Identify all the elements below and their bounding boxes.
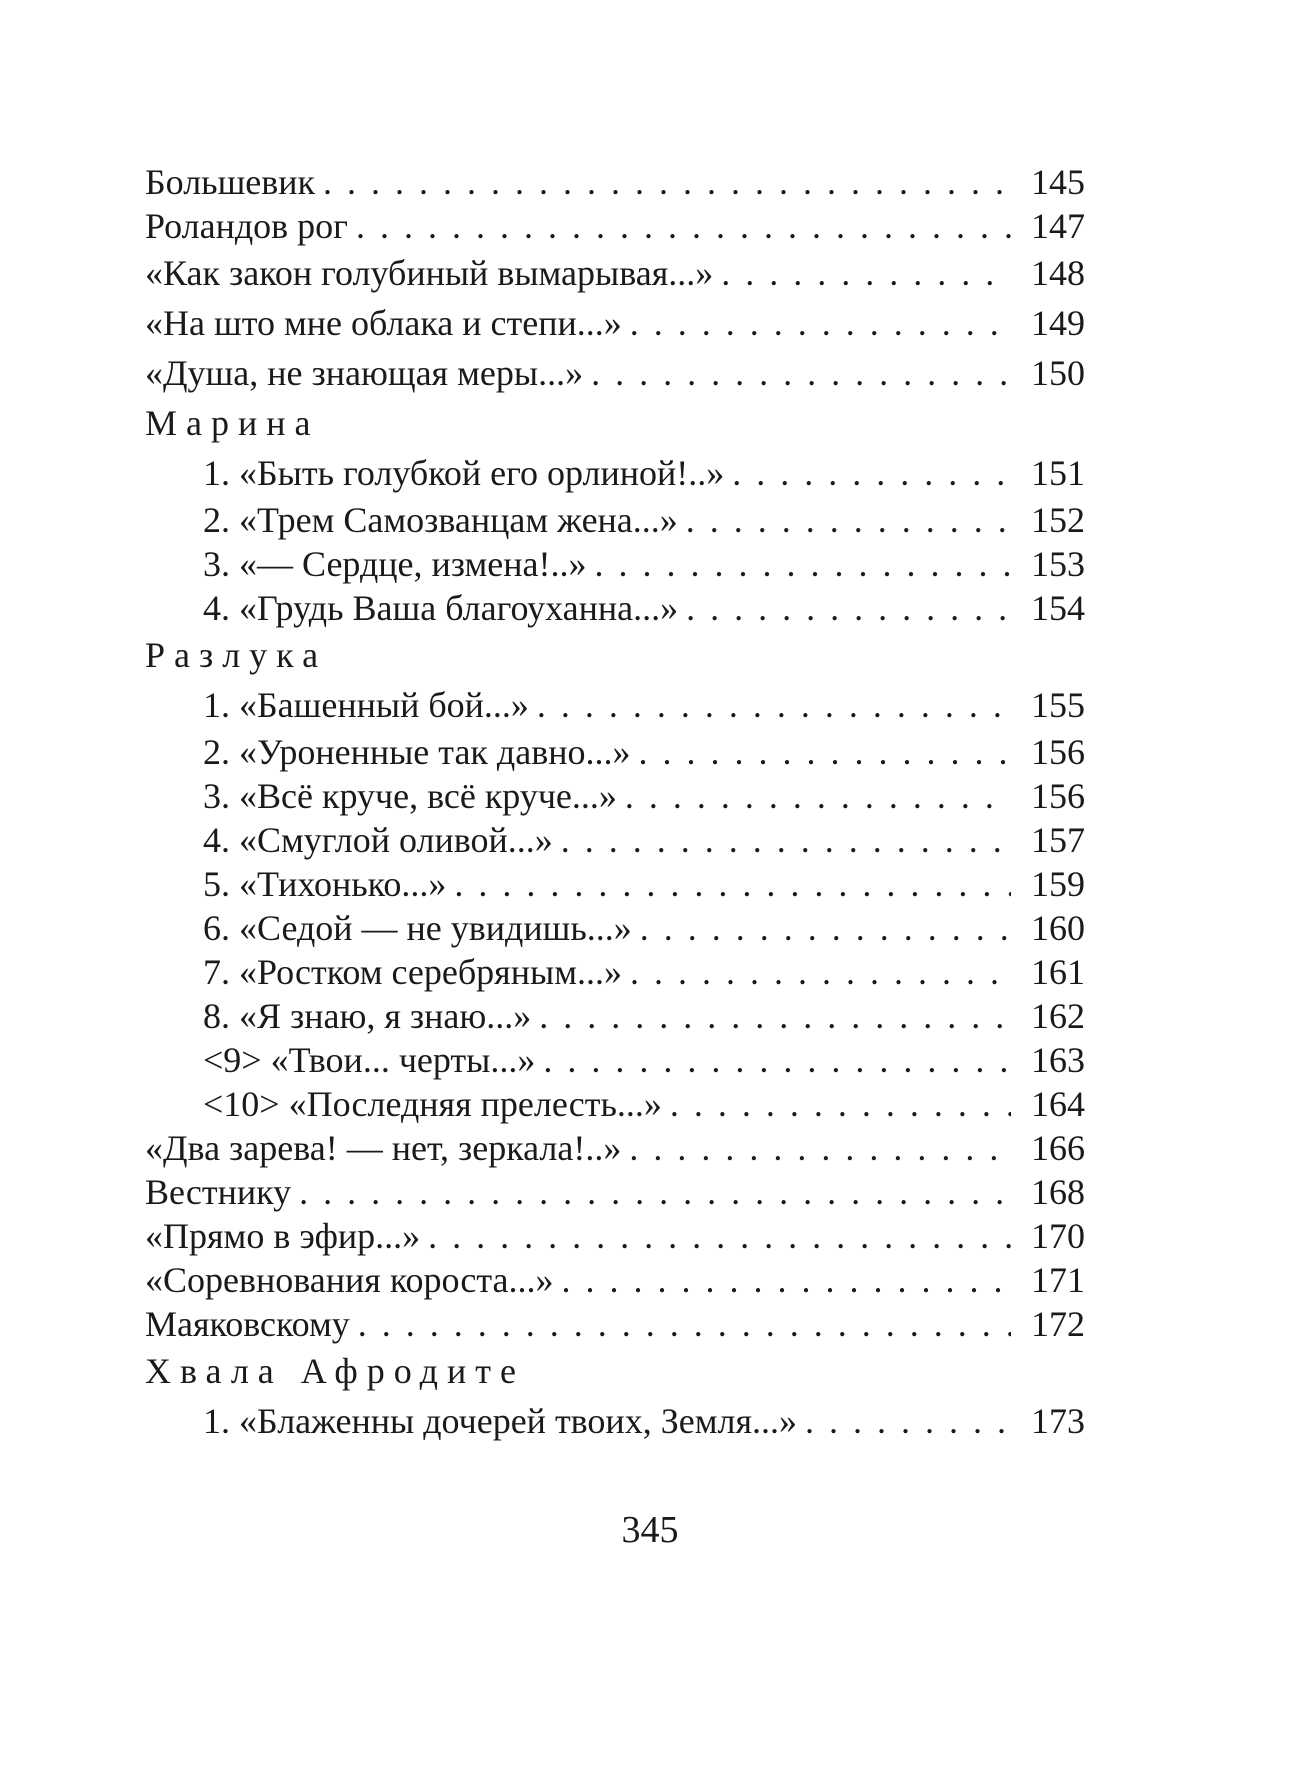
toc-entry xyxy=(145,1038,1085,1082)
dot-leader xyxy=(640,906,1011,950)
toc-entry-title: <9> «Твои... черты...» xyxy=(203,1040,536,1080)
toc-section-heading: Хвала Афродите xyxy=(145,1351,525,1391)
toc-entry-title: 6. «Седой — не увидишь...» xyxy=(203,908,632,948)
toc-entry xyxy=(145,862,1085,906)
toc-entry-page: 149 xyxy=(1031,303,1085,343)
toc-entry-page: 150 xyxy=(1031,353,1085,393)
toc-entry-title: 3. «Всё круче, всё круче...» xyxy=(203,776,617,816)
toc-entry xyxy=(145,298,1085,348)
toc-entry-title: 1. «Быть голубкой его орлиной!..» xyxy=(203,453,725,493)
toc-entry-title: 2. «Уроненные так давно...» xyxy=(203,732,631,772)
toc-entry xyxy=(145,1082,1085,1126)
dot-leader xyxy=(591,348,1011,398)
toc-entry-title: 1. «Блаженны дочерей твоих, Земля...» xyxy=(203,1401,798,1441)
toc-entry-title: «Душа, не знающая меры...» xyxy=(145,353,584,393)
toc-entry-title: «Соревнования короста...» xyxy=(145,1260,554,1300)
toc-entry xyxy=(145,204,1085,248)
toc-entry xyxy=(145,994,1085,1038)
toc-entry xyxy=(145,730,1085,774)
toc-entry-title: Роландов рог xyxy=(145,206,348,246)
toc-entry-title: Маяковскому xyxy=(145,1304,350,1344)
toc-entry-page: 145 xyxy=(1031,162,1085,202)
toc-entry-page: 153 xyxy=(1031,544,1085,584)
toc-entry xyxy=(145,348,1085,398)
toc-entry-title: Большевик xyxy=(145,162,316,202)
toc-entry xyxy=(145,774,1085,818)
toc-entry-title: 4. «Грудь Ваша благоуханна...» xyxy=(203,588,679,628)
dot-leader xyxy=(638,730,1011,774)
toc-entry-page: 159 xyxy=(1031,864,1085,904)
toc-entry-title: «Как закон голубиный вымарывая...» xyxy=(145,253,714,293)
toc-entry xyxy=(145,1258,1085,1302)
toc-entry-title: 3. «— Сердце, измена!..» xyxy=(203,544,587,584)
dot-leader xyxy=(629,1126,1011,1170)
toc-entry xyxy=(145,248,1085,298)
dot-leader xyxy=(721,248,1011,298)
toc-entry-page: 156 xyxy=(1031,776,1085,816)
toc-entry-page: 171 xyxy=(1031,1260,1085,1300)
dot-leader xyxy=(732,448,1011,498)
dot-leader xyxy=(428,1214,1011,1258)
toc-entry xyxy=(145,906,1085,950)
toc-entry-page: 168 xyxy=(1031,1172,1085,1212)
toc-entry xyxy=(145,448,1085,498)
toc-section-heading: Марина xyxy=(145,403,320,443)
dot-leader xyxy=(299,1170,1011,1214)
toc-entry-page: 155 xyxy=(1031,685,1085,725)
toc-entry-title: «На што мне облака и степи...» xyxy=(145,303,622,343)
toc-entry-title: «Два зарева! — нет, зеркала!..» xyxy=(145,1128,622,1168)
dot-leader xyxy=(323,160,1011,204)
toc-entry-title: 2. «Трем Самозванцам жена...» xyxy=(203,500,678,540)
toc-entry-page: 156 xyxy=(1031,732,1085,772)
page-number: 345 xyxy=(621,1509,679,1551)
toc-entry-page: 157 xyxy=(1031,820,1085,860)
toc-entry-page: 152 xyxy=(1031,500,1085,540)
toc-entry-title: Вестнику xyxy=(145,1172,292,1212)
dot-leader xyxy=(625,774,1011,818)
toc-entry-title: 1. «Башенный бой...» xyxy=(203,685,529,725)
toc-entry xyxy=(145,1126,1085,1170)
dot-leader xyxy=(630,298,1011,348)
table-of-contents xyxy=(145,160,1085,1446)
toc-entry-page: 166 xyxy=(1031,1128,1085,1168)
toc-entry xyxy=(145,1302,1085,1346)
toc-entry xyxy=(145,818,1085,862)
toc-entry-page: 161 xyxy=(1031,952,1085,992)
toc-entry-page: 151 xyxy=(1031,453,1085,493)
toc-entry xyxy=(145,1214,1085,1258)
dot-leader xyxy=(358,1302,1011,1346)
toc-entry-page: 172 xyxy=(1031,1304,1085,1344)
dot-leader xyxy=(454,862,1011,906)
toc-entry-title: «Прямо в эфир...» xyxy=(145,1216,421,1256)
toc-entry-title: 5. «Тихонько...» xyxy=(203,864,447,904)
toc-entry-title: 8. «Я знаю, я знаю...» xyxy=(203,996,532,1036)
toc-entry-page: 154 xyxy=(1031,588,1085,628)
toc-entry-title: 4. «Смуглой оливой...» xyxy=(203,820,553,860)
dot-leader xyxy=(670,1082,1011,1126)
toc-entry xyxy=(145,586,1085,630)
dot-leader xyxy=(537,680,1011,730)
toc-entry-page: 162 xyxy=(1031,996,1085,1036)
dot-leader xyxy=(594,542,1011,586)
dot-leader xyxy=(562,1258,1011,1302)
dot-leader xyxy=(539,994,1011,1038)
toc-entry xyxy=(145,1170,1085,1214)
toc-entry xyxy=(145,160,1085,204)
dot-leader xyxy=(543,1038,1011,1082)
toc-entry-page: 170 xyxy=(1031,1216,1085,1256)
toc-entry xyxy=(145,950,1085,994)
toc-section-heading: Разлука xyxy=(145,635,328,675)
toc-entry-page: 160 xyxy=(1031,908,1085,948)
toc-entry xyxy=(145,1396,1085,1446)
dot-leader xyxy=(686,586,1011,630)
dot-leader xyxy=(686,498,1011,542)
toc-entry-page: 163 xyxy=(1031,1040,1085,1080)
toc-entry-title: <10> «Последняя прелесть...» xyxy=(203,1084,662,1124)
dot-leader xyxy=(630,950,1011,994)
dot-leader xyxy=(356,204,1011,248)
toc-entry-page: 164 xyxy=(1031,1084,1085,1124)
dot-leader xyxy=(561,818,1011,862)
dot-leader xyxy=(805,1396,1011,1446)
toc-entry-page: 147 xyxy=(1031,206,1085,246)
toc-entry-page: 173 xyxy=(1031,1401,1085,1441)
toc-entry xyxy=(145,498,1085,542)
toc-entry-title: 7. «Ростком серебряным...» xyxy=(203,952,622,992)
toc-entry xyxy=(145,680,1085,730)
toc-entry-page: 148 xyxy=(1031,253,1085,293)
toc-entry xyxy=(145,542,1085,586)
